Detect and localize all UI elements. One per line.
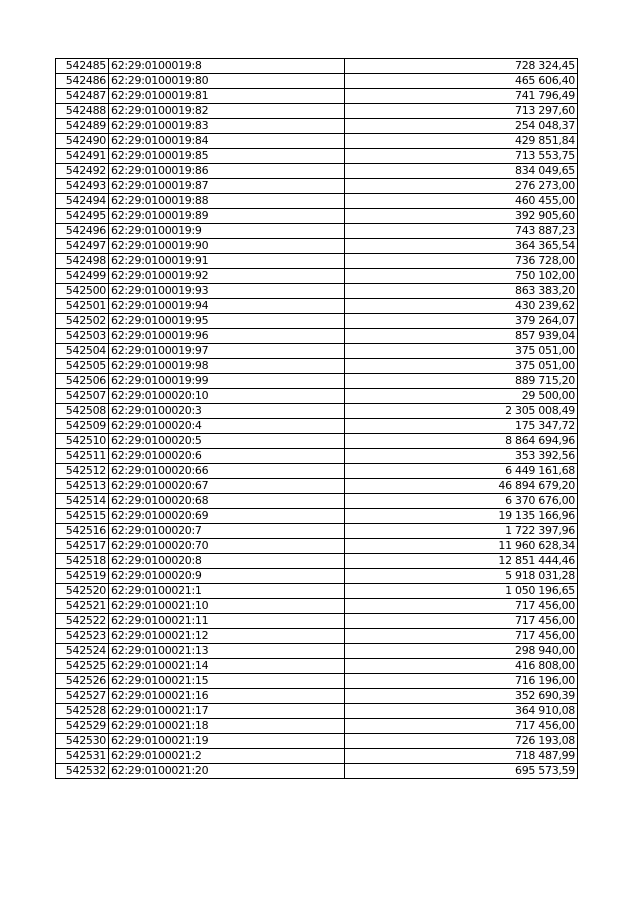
- cadastral-value-cell: 392 905,60: [345, 209, 578, 224]
- table-row: [56, 179, 578, 194]
- table-row: [56, 734, 578, 749]
- row-number-cell: 542531: [56, 749, 109, 764]
- table-row: [56, 149, 578, 164]
- row-number-cell: 542493: [56, 179, 109, 194]
- row-number-cell: 542516: [56, 524, 109, 539]
- table-row: [56, 689, 578, 704]
- table-row: [56, 524, 578, 539]
- table-row: [56, 704, 578, 719]
- table-row: [56, 359, 578, 374]
- cadastral-value-table: [55, 58, 578, 779]
- cadastral-value-cell: 276 273,00: [345, 179, 578, 194]
- row-number-cell: 542496: [56, 224, 109, 239]
- cadastral-value-cell: 175 347,72: [345, 419, 578, 434]
- cadastral-value-cell: 863 383,20: [345, 284, 578, 299]
- table-row: [56, 419, 578, 434]
- cadastral-number-cell: 62:29:0100021:20: [109, 764, 345, 779]
- row-number-cell: 542518: [56, 554, 109, 569]
- cadastral-value-cell: 298 940,00: [345, 644, 578, 659]
- cadastral-number-cell: 62:29:0100019:98: [109, 359, 345, 374]
- row-number-cell: 542495: [56, 209, 109, 224]
- cadastral-number-cell: 62:29:0100019:99: [109, 374, 345, 389]
- cadastral-number-cell: 62:29:0100020:8: [109, 554, 345, 569]
- cadastral-value-cell: 46 894 679,20: [345, 479, 578, 494]
- row-number-cell: 542508: [56, 404, 109, 419]
- table-row: [56, 749, 578, 764]
- row-number-cell: 542487: [56, 89, 109, 104]
- cadastral-number-cell: 62:29:0100019:94: [109, 299, 345, 314]
- row-number-cell: 542527: [56, 689, 109, 704]
- cadastral-number-cell: 62:29:0100020:66: [109, 464, 345, 479]
- cadastral-number-cell: 62:29:0100020:9: [109, 569, 345, 584]
- row-number-cell: 542526: [56, 674, 109, 689]
- cadastral-number-cell: 62:29:0100021:14: [109, 659, 345, 674]
- cadastral-number-cell: 62:29:0100019:91: [109, 254, 345, 269]
- cadastral-value-cell: 379 264,07: [345, 314, 578, 329]
- cadastral-value-cell: 375 051,00: [345, 359, 578, 374]
- table-row: [56, 659, 578, 674]
- row-number-cell: 542524: [56, 644, 109, 659]
- row-number-cell: 542491: [56, 149, 109, 164]
- row-number-cell: 542502: [56, 314, 109, 329]
- table-row: [56, 344, 578, 359]
- cadastral-value-cell: 1 050 196,65: [345, 584, 578, 599]
- row-number-cell: 542501: [56, 299, 109, 314]
- cadastral-value-cell: 857 939,04: [345, 329, 578, 344]
- row-number-cell: 542506: [56, 374, 109, 389]
- row-number-cell: 542497: [56, 239, 109, 254]
- cadastral-number-cell: 62:29:0100019:90: [109, 239, 345, 254]
- cadastral-value-cell: 254 048,37: [345, 119, 578, 134]
- cadastral-value-cell: 716 196,00: [345, 674, 578, 689]
- table-row: [56, 374, 578, 389]
- row-number-cell: 542504: [56, 344, 109, 359]
- cadastral-number-cell: 62:29:0100020:3: [109, 404, 345, 419]
- cadastral-number-cell: 62:29:0100019:9: [109, 224, 345, 239]
- cadastral-number-cell: 62:29:0100020:6: [109, 449, 345, 464]
- table-row: [56, 449, 578, 464]
- row-number-cell: 542494: [56, 194, 109, 209]
- row-number-cell: 542513: [56, 479, 109, 494]
- cadastral-value-cell: 6 449 161,68: [345, 464, 578, 479]
- row-number-cell: 542517: [56, 539, 109, 554]
- row-number-cell: 542532: [56, 764, 109, 779]
- table-body: [56, 59, 578, 779]
- table-row: [56, 539, 578, 554]
- cadastral-value-cell: 5 918 031,28: [345, 569, 578, 584]
- cadastral-number-cell: 62:29:0100020:69: [109, 509, 345, 524]
- row-number-cell: 542522: [56, 614, 109, 629]
- cadastral-number-cell: 62:29:0100019:88: [109, 194, 345, 209]
- cadastral-value-cell: 728 324,45: [345, 59, 578, 74]
- cadastral-value-cell: 717 456,00: [345, 719, 578, 734]
- row-number-cell: 542520: [56, 584, 109, 599]
- cadastral-number-cell: 62:29:0100021:1: [109, 584, 345, 599]
- row-number-cell: 542521: [56, 599, 109, 614]
- cadastral-number-cell: 62:29:0100021:13: [109, 644, 345, 659]
- cadastral-value-cell: 364 910,08: [345, 704, 578, 719]
- table-row: [56, 464, 578, 479]
- cadastral-number-cell: 62:29:0100019:80: [109, 74, 345, 89]
- cadastral-value-cell: 736 728,00: [345, 254, 578, 269]
- table-row: [56, 314, 578, 329]
- cadastral-number-cell: 62:29:0100019:89: [109, 209, 345, 224]
- table-row: [56, 284, 578, 299]
- table-row: [56, 719, 578, 734]
- table-row: [56, 59, 578, 74]
- table-row: [56, 74, 578, 89]
- cadastral-number-cell: 62:29:0100020:4: [109, 419, 345, 434]
- table-row: [56, 614, 578, 629]
- cadastral-number-cell: 62:29:0100019:95: [109, 314, 345, 329]
- cadastral-number-cell: 62:29:0100020:70: [109, 539, 345, 554]
- table-row: [56, 194, 578, 209]
- cadastral-value-cell: 695 573,59: [345, 764, 578, 779]
- table-row: [56, 629, 578, 644]
- table-row: [56, 389, 578, 404]
- cadastral-value-cell: 416 808,00: [345, 659, 578, 674]
- row-number-cell: 542529: [56, 719, 109, 734]
- table-row: [56, 269, 578, 284]
- cadastral-value-cell: 353 392,56: [345, 449, 578, 464]
- row-number-cell: 542528: [56, 704, 109, 719]
- cadastral-number-cell: 62:29:0100021:18: [109, 719, 345, 734]
- row-number-cell: 542486: [56, 74, 109, 89]
- cadastral-value-cell: 750 102,00: [345, 269, 578, 284]
- row-number-cell: 542490: [56, 134, 109, 149]
- cadastral-number-cell: 62:29:0100021:2: [109, 749, 345, 764]
- row-number-cell: 542515: [56, 509, 109, 524]
- table-row: [56, 239, 578, 254]
- cadastral-value-cell: 743 887,23: [345, 224, 578, 239]
- cadastral-number-cell: 62:29:0100020:67: [109, 479, 345, 494]
- row-number-cell: 542507: [56, 389, 109, 404]
- table-row: [56, 404, 578, 419]
- cadastral-value-cell: 12 851 444,46: [345, 554, 578, 569]
- table-row: [56, 599, 578, 614]
- cadastral-value-cell: 889 715,20: [345, 374, 578, 389]
- row-number-cell: 542498: [56, 254, 109, 269]
- cadastral-number-cell: 62:29:0100019:83: [109, 119, 345, 134]
- table-row: [56, 509, 578, 524]
- cadastral-value-cell: 713 553,75: [345, 149, 578, 164]
- table-row: [56, 134, 578, 149]
- cadastral-value-cell: 718 487,99: [345, 749, 578, 764]
- cadastral-number-cell: 62:29:0100021:10: [109, 599, 345, 614]
- cadastral-number-cell: 62:29:0100019:84: [109, 134, 345, 149]
- cadastral-value-cell: 375 051,00: [345, 344, 578, 359]
- cadastral-value-cell: 460 455,00: [345, 194, 578, 209]
- cadastral-number-cell: 62:29:0100021:16: [109, 689, 345, 704]
- row-number-cell: 542488: [56, 104, 109, 119]
- table-row: [56, 479, 578, 494]
- table-row: [56, 209, 578, 224]
- cadastral-value-cell: 1 722 397,96: [345, 524, 578, 539]
- cadastral-number-cell: 62:29:0100019:86: [109, 164, 345, 179]
- cadastral-number-cell: 62:29:0100019:82: [109, 104, 345, 119]
- row-number-cell: 542511: [56, 449, 109, 464]
- row-number-cell: 542509: [56, 419, 109, 434]
- cadastral-value-cell: 19 135 166,96: [345, 509, 578, 524]
- row-number-cell: 542503: [56, 329, 109, 344]
- table-row: [56, 329, 578, 344]
- cadastral-number-cell: 62:29:0100020:68: [109, 494, 345, 509]
- row-number-cell: 542505: [56, 359, 109, 374]
- cadastral-number-cell: 62:29:0100019:97: [109, 344, 345, 359]
- cadastral-value-cell: 430 239,62: [345, 299, 578, 314]
- row-number-cell: 542525: [56, 659, 109, 674]
- row-number-cell: 542499: [56, 269, 109, 284]
- cadastral-value-cell: 834 049,65: [345, 164, 578, 179]
- table-row: [56, 554, 578, 569]
- table-row: [56, 164, 578, 179]
- cadastral-value-cell: 8 864 694,96: [345, 434, 578, 449]
- cadastral-number-cell: 62:29:0100020:5: [109, 434, 345, 449]
- table-row: [56, 644, 578, 659]
- cadastral-value-cell: 726 193,08: [345, 734, 578, 749]
- cadastral-number-cell: 62:29:0100019:81: [109, 89, 345, 104]
- cadastral-value-cell: 352 690,39: [345, 689, 578, 704]
- cadastral-value-cell: 717 456,00: [345, 614, 578, 629]
- cadastral-number-cell: 62:29:0100021:17: [109, 704, 345, 719]
- cadastral-number-cell: 62:29:0100019:93: [109, 284, 345, 299]
- table-row: [56, 299, 578, 314]
- cadastral-value-cell: 11 960 628,34: [345, 539, 578, 554]
- row-number-cell: 542489: [56, 119, 109, 134]
- cadastral-number-cell: 62:29:0100019:96: [109, 329, 345, 344]
- cadastral-value-cell: 713 297,60: [345, 104, 578, 119]
- cadastral-number-cell: 62:29:0100019:8: [109, 59, 345, 74]
- row-number-cell: 542519: [56, 569, 109, 584]
- row-number-cell: 542510: [56, 434, 109, 449]
- table-row: [56, 104, 578, 119]
- row-number-cell: 542530: [56, 734, 109, 749]
- cadastral-number-cell: 62:29:0100020:7: [109, 524, 345, 539]
- row-number-cell: 542514: [56, 494, 109, 509]
- cadastral-number-cell: 62:29:0100021:11: [109, 614, 345, 629]
- table-row: [56, 119, 578, 134]
- row-number-cell: 542485: [56, 59, 109, 74]
- row-number-cell: 542512: [56, 464, 109, 479]
- table-row: [56, 434, 578, 449]
- cadastral-number-cell: 62:29:0100019:85: [109, 149, 345, 164]
- cadastral-value-cell: 741 796,49: [345, 89, 578, 104]
- cadastral-value-cell: 6 370 676,00: [345, 494, 578, 509]
- row-number-cell: 542492: [56, 164, 109, 179]
- cadastral-number-cell: 62:29:0100019:87: [109, 179, 345, 194]
- cadastral-number-cell: 62:29:0100021:15: [109, 674, 345, 689]
- cadastral-value-cell: 429 851,84: [345, 134, 578, 149]
- cadastral-value-cell: 717 456,00: [345, 629, 578, 644]
- cadastral-number-cell: 62:29:0100021:12: [109, 629, 345, 644]
- table-row: [56, 674, 578, 689]
- table-row: [56, 569, 578, 584]
- cadastral-value-cell: 2 305 008,49: [345, 404, 578, 419]
- table-row: [56, 89, 578, 104]
- cadastral-number-cell: 62:29:0100021:19: [109, 734, 345, 749]
- row-number-cell: 542500: [56, 284, 109, 299]
- table-row: [56, 584, 578, 599]
- table-row: [56, 494, 578, 509]
- cadastral-value-cell: 364 365,54: [345, 239, 578, 254]
- table-row: [56, 224, 578, 239]
- cadastral-value-cell: 465 606,40: [345, 74, 578, 89]
- table-row: [56, 764, 578, 779]
- cadastral-value-cell: 717 456,00: [345, 599, 578, 614]
- cadastral-value-cell: 29 500,00: [345, 389, 578, 404]
- cadastral-number-cell: 62:29:0100019:92: [109, 269, 345, 284]
- cadastral-number-cell: 62:29:0100020:10: [109, 389, 345, 404]
- row-number-cell: 542523: [56, 629, 109, 644]
- table-row: [56, 254, 578, 269]
